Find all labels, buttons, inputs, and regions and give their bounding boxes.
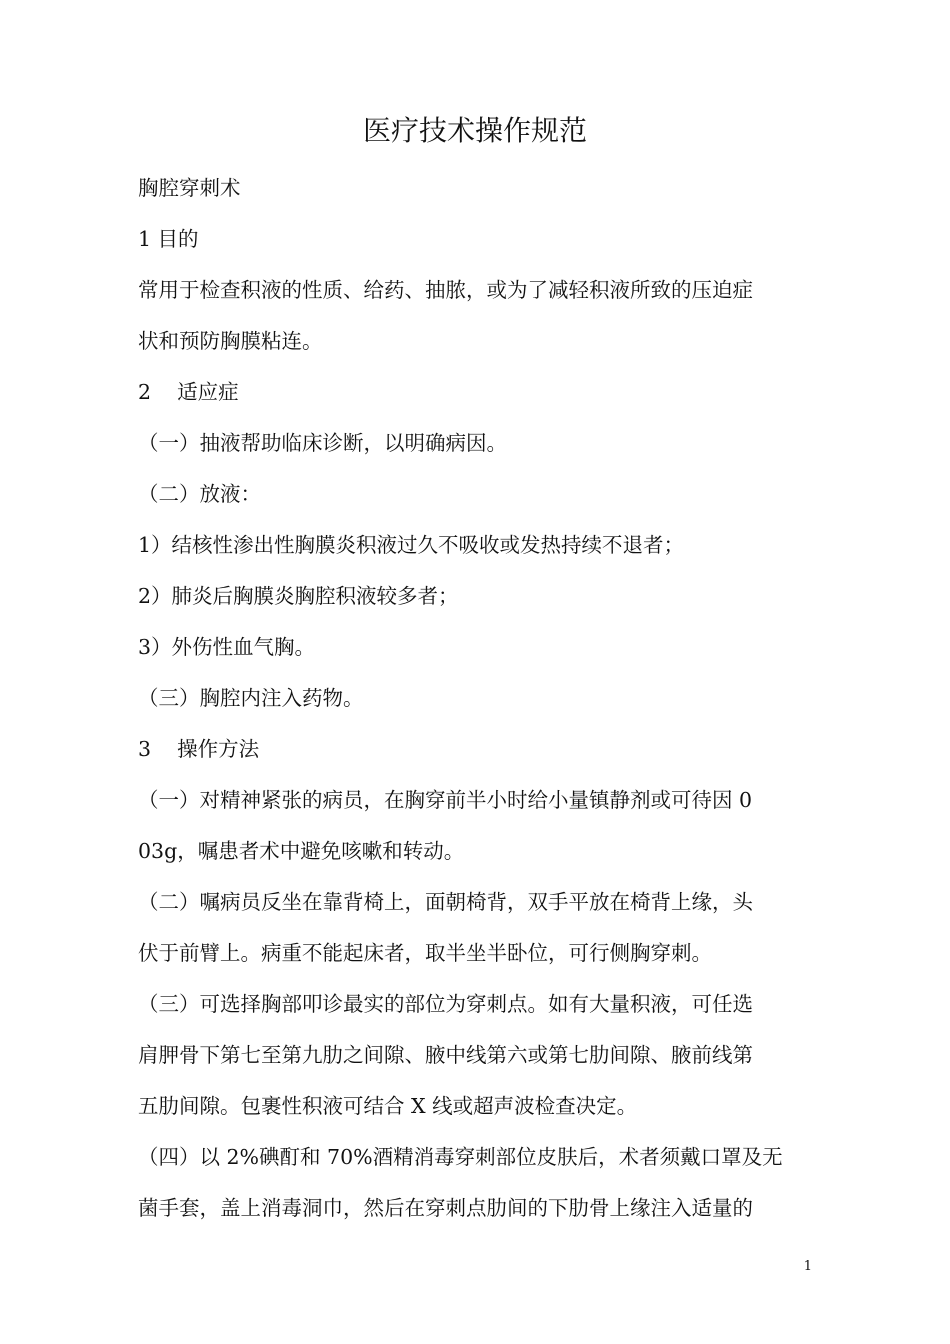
page-title: 医疗技术操作规范 bbox=[362, 114, 587, 147]
paragraph-line: 菌手套，盖上消毒洞巾，然后在穿刺点肋间的下肋骨上缘注入适量的 bbox=[138, 1196, 753, 1220]
list-item: （二）放液： bbox=[138, 482, 261, 506]
page-number: 1 bbox=[803, 1259, 812, 1274]
paragraph-line: 常用于检查积液的性质、给药、抽脓，或为了减轻积液所致的压迫症 bbox=[138, 278, 753, 302]
list-item: 2）肺炎后胸膜炎胸腔积液较多者； bbox=[138, 584, 459, 608]
section-heading-thoracentesis: 胸腔穿刺术 bbox=[138, 176, 241, 200]
list-item: （一）抽液帮助临床诊断，以明确病因。 bbox=[138, 431, 507, 455]
paragraph-line: 肩胛骨下第七至第九肋之间隙、腋中线第六或第七肋间隙、腋前线第 bbox=[138, 1043, 753, 1067]
paragraph-line: 五肋间隙。包裹性积液可结合 X 线或超声波检查决定。 bbox=[138, 1094, 638, 1118]
list-item: （三）胸腔内注入药物。 bbox=[138, 686, 364, 710]
section-heading-indications: 2 适应症 bbox=[138, 380, 239, 404]
list-item: 3）外伤性血气胸。 bbox=[138, 635, 316, 659]
section-heading-purpose: 1 目的 bbox=[138, 227, 199, 251]
paragraph-line: （一）对精神紧张的病员，在胸穿前半小时给小量镇静剂或可待因 0 bbox=[138, 788, 753, 812]
list-item: 1）结核性渗出性胸膜炎积液过久不吸收或发热持续不退者； bbox=[138, 533, 685, 557]
paragraph-line: 伏于前臂上。病重不能起床者，取半坐半卧位，可行侧胸穿刺。 bbox=[138, 941, 712, 965]
paragraph-line: （四）以 2%碘酊和 70%酒精消毒穿刺部位皮肤后，术者须戴口罩及无 bbox=[138, 1145, 783, 1169]
paragraph-line: 03g，嘱患者术中避免咳嗽和转动。 bbox=[138, 839, 465, 863]
paragraph-line: （三）可选择胸部叩诊最实的部位为穿刺点。如有大量积液，可任选 bbox=[138, 992, 753, 1016]
paragraph-line: （二）嘱病员反坐在靠背椅上，面朝椅背，双手平放在椅背上缘，头 bbox=[138, 890, 753, 914]
paragraph-line: 状和预防胸膜粘连。 bbox=[138, 329, 323, 353]
section-heading-procedure: 3 操作方法 bbox=[138, 737, 260, 761]
body-text bbox=[138, 163, 818, 1234]
